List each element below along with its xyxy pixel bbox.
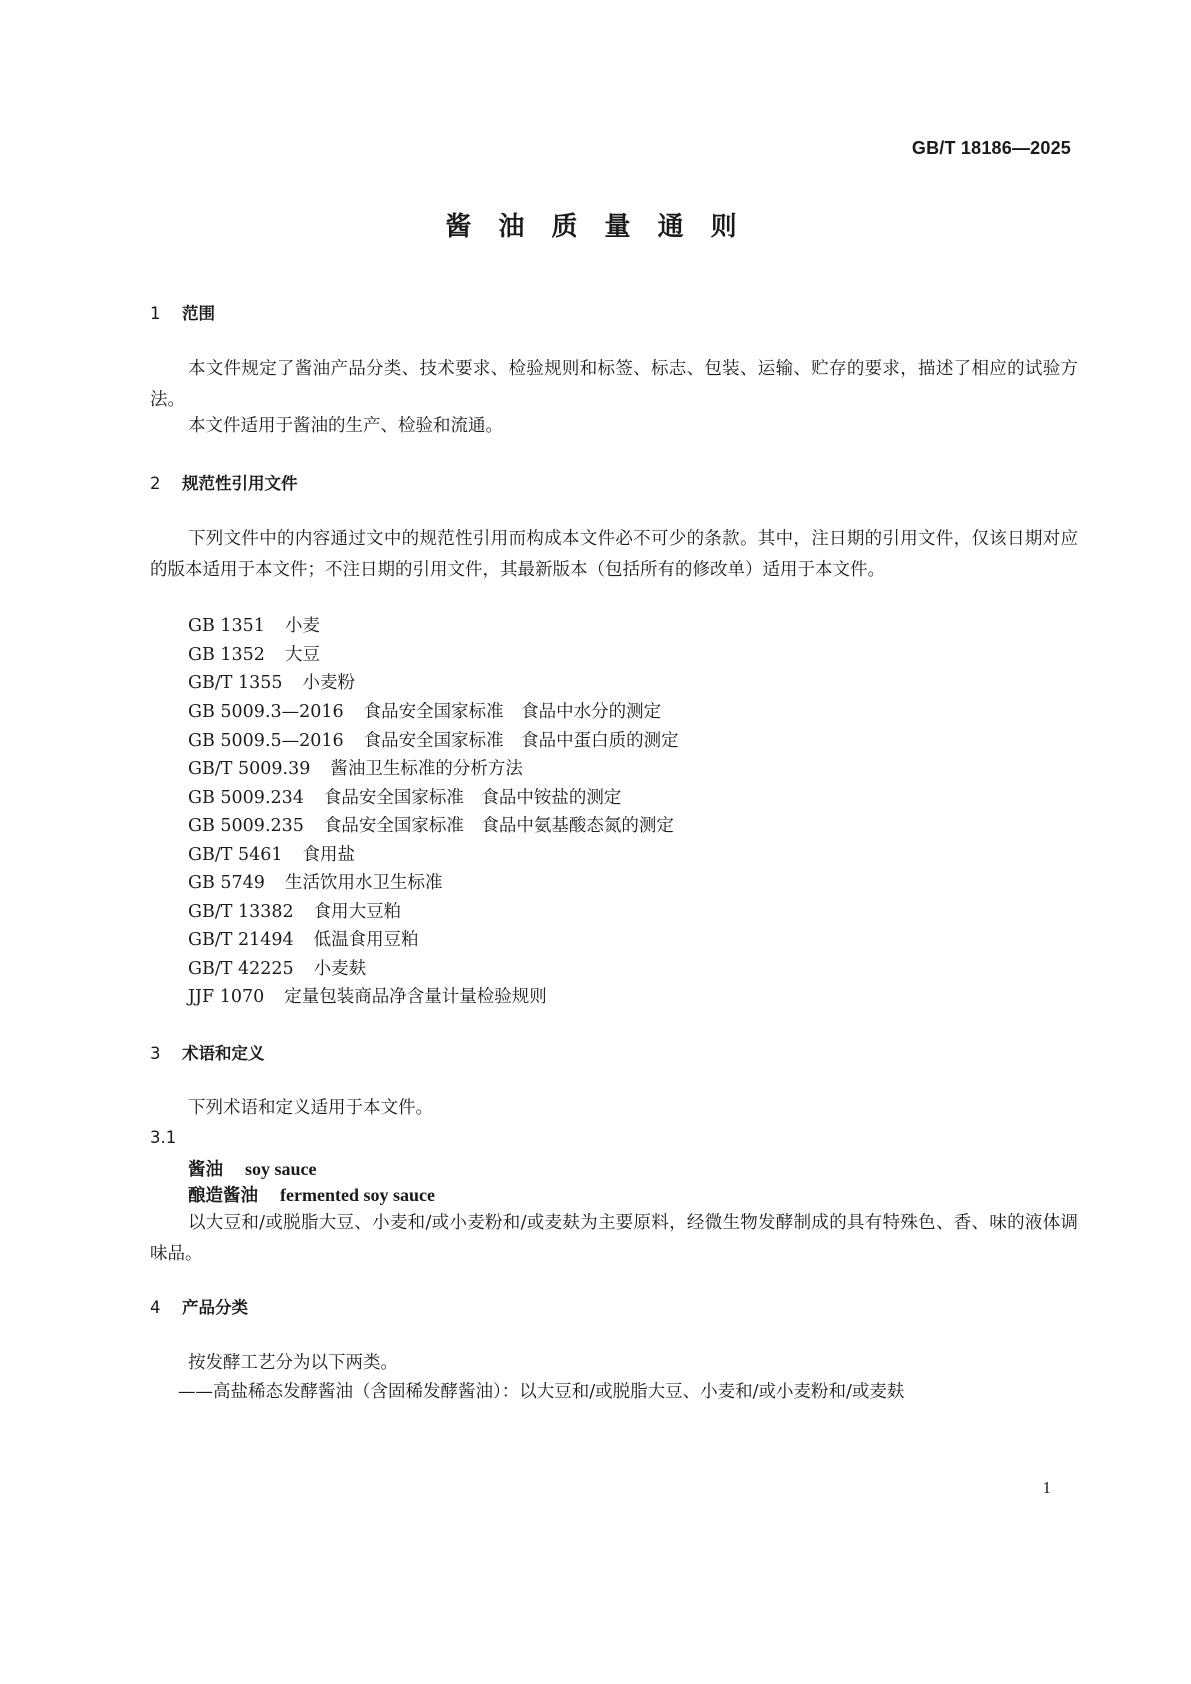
section-title: 术语和定义: [182, 1044, 265, 1063]
reference-item: [188, 812, 674, 837]
reference-item: [188, 898, 401, 923]
reference-code: GB 5009.5—2016: [188, 731, 344, 751]
reference-code: JJF 1070: [188, 987, 265, 1007]
reference-code: GB 5009.235: [188, 816, 304, 836]
reference-item: [188, 669, 355, 694]
reference-code: GB 5749: [188, 873, 265, 893]
section-title: 规范性引用文件: [182, 474, 298, 493]
reference-title: 食品安全国家标准 食品中蛋白质的测定: [363, 731, 679, 751]
page-number: 1: [1042, 1478, 1051, 1497]
term-alt-en: fermented soy sauce: [280, 1185, 435, 1205]
section-number: 2: [150, 474, 161, 493]
reference-item: [188, 926, 419, 951]
reference-item: [188, 755, 523, 780]
reference-title: 食用盐: [302, 845, 356, 865]
reference-title: 定量包装商品净含量计量检验规则: [284, 987, 547, 1007]
reference-title: 食品安全国家标准 食品中水分的测定: [363, 702, 662, 722]
section-1-paragraph-2: 本文件适用于酱油的生产、检验和流通。: [188, 416, 503, 436]
reference-code: GB/T 13382: [188, 902, 294, 922]
reference-title: 小麦麸: [313, 959, 367, 979]
reference-item: [188, 641, 320, 666]
reference-item: [188, 727, 679, 752]
reference-code: GB/T 42225: [188, 959, 294, 979]
reference-code: GB 5009.3—2016: [188, 702, 344, 722]
term-name-en: soy sauce: [245, 1159, 317, 1179]
section-number: 4: [150, 1298, 161, 1317]
section-1-paragraph-1: 本文件规定了酱油产品分类、技术要求、检验规则和标签、标志、包装、运输、贮存的要求，描述了相应的试验方法。: [150, 359, 1078, 410]
term-definition: 以大豆和/或脱脂大豆、小麦和/或小麦粉和/或麦麸为主要原料，经微生物发酵制成的具有特殊色、香、味的液体调味品。: [150, 1213, 1078, 1264]
reference-title: 低温食用豆粕: [313, 930, 419, 950]
reference-item: [188, 955, 366, 980]
section-4-item-1: ——高盐稀态发酵酱油（含固稀发酵酱油）：以大豆和/或脱脂大豆、小麦和/或小麦粉和/或麦麸: [178, 1382, 905, 1402]
section-1-heading: [150, 300, 215, 324]
term-name: [188, 1156, 317, 1181]
section-title: 产品分类: [182, 1298, 248, 1317]
reference-item: [188, 869, 442, 894]
reference-code: GB/T 5009.39: [188, 759, 311, 779]
reference-title: 食品安全国家标准 食品中铵盐的测定: [323, 788, 622, 808]
section-3-intro: 下列术语和定义适用于本文件。: [188, 1098, 433, 1118]
reference-code: GB 1351: [188, 616, 265, 636]
reference-title: 小麦: [284, 616, 320, 636]
reference-title: 大豆: [284, 645, 320, 665]
standard-code: GB/T 18186—2025: [911, 138, 1071, 158]
section-4-intro: 按发酵工艺分为以下两类。: [188, 1353, 398, 1373]
section-number: 3: [150, 1044, 161, 1063]
reference-item: [188, 612, 320, 637]
reference-title: 生活饮用水卫生标准: [284, 873, 443, 893]
reference-item: [188, 698, 661, 723]
section-2-intro: 下列文件中的内容通过文中的规范性引用而构成本文件必不可少的条款。其中，注日期的引用文件，仅该日期对应的版本适用于本文件；不注日期的引用文件，其最新版本（包括所有的修改单）适用于本文件。: [150, 529, 1078, 580]
reference-item: [188, 784, 621, 809]
section-4-heading: [150, 1294, 248, 1318]
term-alt-name: [188, 1182, 435, 1207]
section-2-heading: [150, 470, 298, 494]
reference-code: GB/T 5461: [188, 845, 283, 865]
term-number: 3.1: [150, 1128, 177, 1147]
reference-code: GB 1352: [188, 645, 265, 665]
reference-title: 小麦粉: [302, 673, 356, 693]
term-alt-cn: 酿造酱油: [188, 1186, 258, 1206]
document-title: 酱 油 质 量 通 则: [445, 212, 746, 242]
reference-code: GB/T 1355: [188, 673, 283, 693]
reference-title: 食品安全国家标准 食品中氨基酸态氮的测定: [323, 816, 674, 836]
reference-title: 酱油卫生标准的分析方法: [330, 759, 523, 779]
section-number: 1: [150, 304, 161, 323]
reference-item: [188, 841, 355, 866]
section-3-heading: [150, 1040, 265, 1064]
reference-code: GB 5009.234: [188, 788, 304, 808]
reference-code: GB/T 21494: [188, 930, 294, 950]
reference-item: [188, 983, 547, 1008]
term-name-cn: 酱油: [188, 1160, 223, 1180]
reference-title: 食用大豆粕: [313, 902, 402, 922]
section-title: 范围: [182, 304, 215, 323]
